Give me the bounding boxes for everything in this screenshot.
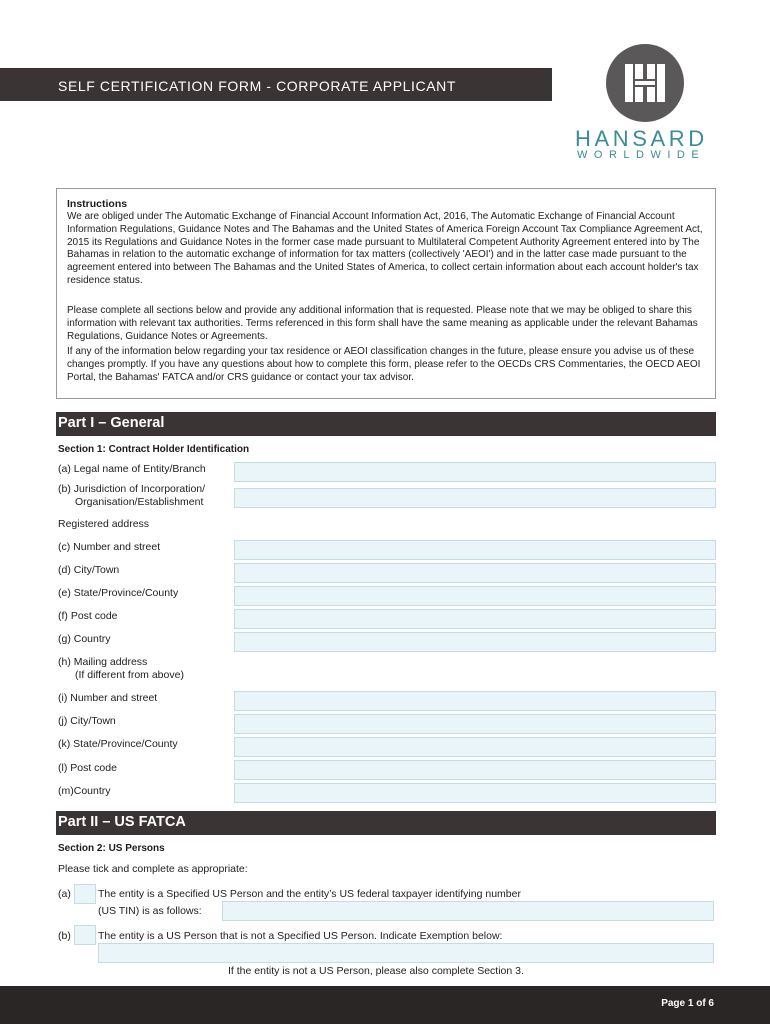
mailing-country-label: (m)Country (58, 785, 111, 797)
post-code-label: (f) Post code (58, 610, 118, 622)
mailing-country-field[interactable] (234, 783, 716, 803)
hansard-logo-icon (606, 44, 684, 122)
logo-name: HANSARD (575, 126, 708, 151)
option-a-text: The entity is a Specified US Person and the entity’s US federal taxpayer identifying number (98, 888, 521, 900)
city-label: (d) City/Town (58, 564, 120, 576)
post-code-field[interactable] (234, 609, 716, 629)
page-footer (0, 986, 770, 1024)
tick-instruction: Please tick and complete as appropriate: (58, 863, 248, 875)
mailing-address-note: (If different from above) (75, 669, 184, 681)
instructions-paragraph-1: We are obliged under The Automatic Exchange of Financial Account Information Act, 2016, The Automatic Exchange of Financial Account Information Regulations, Guidance Notes and The Bahamas and the United States of America Foreign Account Tax Compliance Agreement Act, 2015 its Regulations and Guidance Notes in the former case made pursuant to Multilateral Competent Authority Agreement entered into by The Bahamas in relation to the automatic exchange of information for tax matters (collectively 'AEOI') and in the latter case made pursuant to the agreement entered into between The Bahamas and the United States of America, to collect certain information about each account holder's tax residence status. (67, 211, 703, 286)
mailing-city-field[interactable] (234, 714, 716, 734)
option-a-label: (a) (58, 888, 71, 900)
number-street-field[interactable] (234, 540, 716, 560)
mailing-post-code-label: (l) Post code (58, 762, 117, 774)
country-label: (g) Country (58, 633, 111, 645)
page-number: Page 1 of 6 (661, 998, 714, 1009)
instructions-paragraph-3: If any of the information below regarding your tax residence or AEOI classification changes in the future, please ensure you advise us of these changes promptly. If you have any questions about how to complete this form, please refer to the OECDs CRS Commentaries, the OECD AEOI Portal, the Bahamas' FATCA and/or CRS guidance or contact your tax advisor. (67, 346, 701, 383)
mailing-city-label: (j) City/Town (58, 715, 116, 727)
mailing-address-label: (h) Mailing address (58, 656, 148, 668)
section-1-heading: Section 1: Contract Holder Identification (58, 444, 250, 455)
instructions-paragraph-2: Please complete all sections below and provide any additional information that is requested. Please note that we may be obliged to share this information with relevant tax authorities. Terms referenced in this form shall have the same meaning as applicable under the relevant Bahamas Regulations, Guidance Notes or Agreements. (67, 305, 698, 342)
legal-name-label: (a) Legal name of Entity/Branch (58, 463, 206, 475)
city-field[interactable] (234, 563, 716, 583)
option-b-label: (b) (58, 930, 71, 942)
mailing-state-label: (k) State/Province/County (58, 738, 178, 750)
jurisdiction-field[interactable] (234, 488, 716, 508)
part-2-title: Part II – US FATCA (58, 814, 186, 830)
section-2-heading: Section 2: US Persons (58, 843, 165, 854)
jurisdiction-label-2: Organisation/Establishment (75, 496, 204, 508)
number-street-label: (c) Number and street (58, 541, 161, 553)
part-1-title: Part I – General (58, 415, 165, 431)
us-tin-field[interactable] (222, 901, 714, 921)
option-a-checkbox[interactable] (74, 884, 96, 904)
mailing-street-field[interactable] (234, 691, 716, 711)
form-title: SELF CERTIFICATION FORM - CORPORATE APPLICANT (58, 78, 457, 94)
jurisdiction-label: (b) Jurisdiction of Incorporation/ (58, 483, 206, 495)
instructions-title: Instructions (67, 198, 128, 210)
option-b-text: The entity is a US Person that is not a Specified US Person. Indicate Exemption below: (98, 930, 503, 942)
exemption-field[interactable] (98, 943, 714, 963)
registered-address-label: Registered address (58, 518, 150, 530)
option-b-checkbox[interactable] (74, 925, 96, 945)
option-a-text-2: (US TIN) is as follows: (98, 905, 202, 917)
mailing-street-label: (i) Number and street (58, 692, 158, 704)
section-3-note: If the entity is not a US Person, please also complete Section 3. (228, 965, 524, 977)
mailing-post-code-field[interactable] (234, 760, 716, 780)
legal-name-field[interactable] (234, 462, 716, 482)
mailing-state-field[interactable] (234, 737, 716, 757)
country-field[interactable] (234, 632, 716, 652)
state-label: (e) State/Province/County (58, 587, 179, 599)
state-field[interactable] (234, 586, 716, 606)
logo-subtitle: WORLDWIDE (577, 149, 706, 161)
